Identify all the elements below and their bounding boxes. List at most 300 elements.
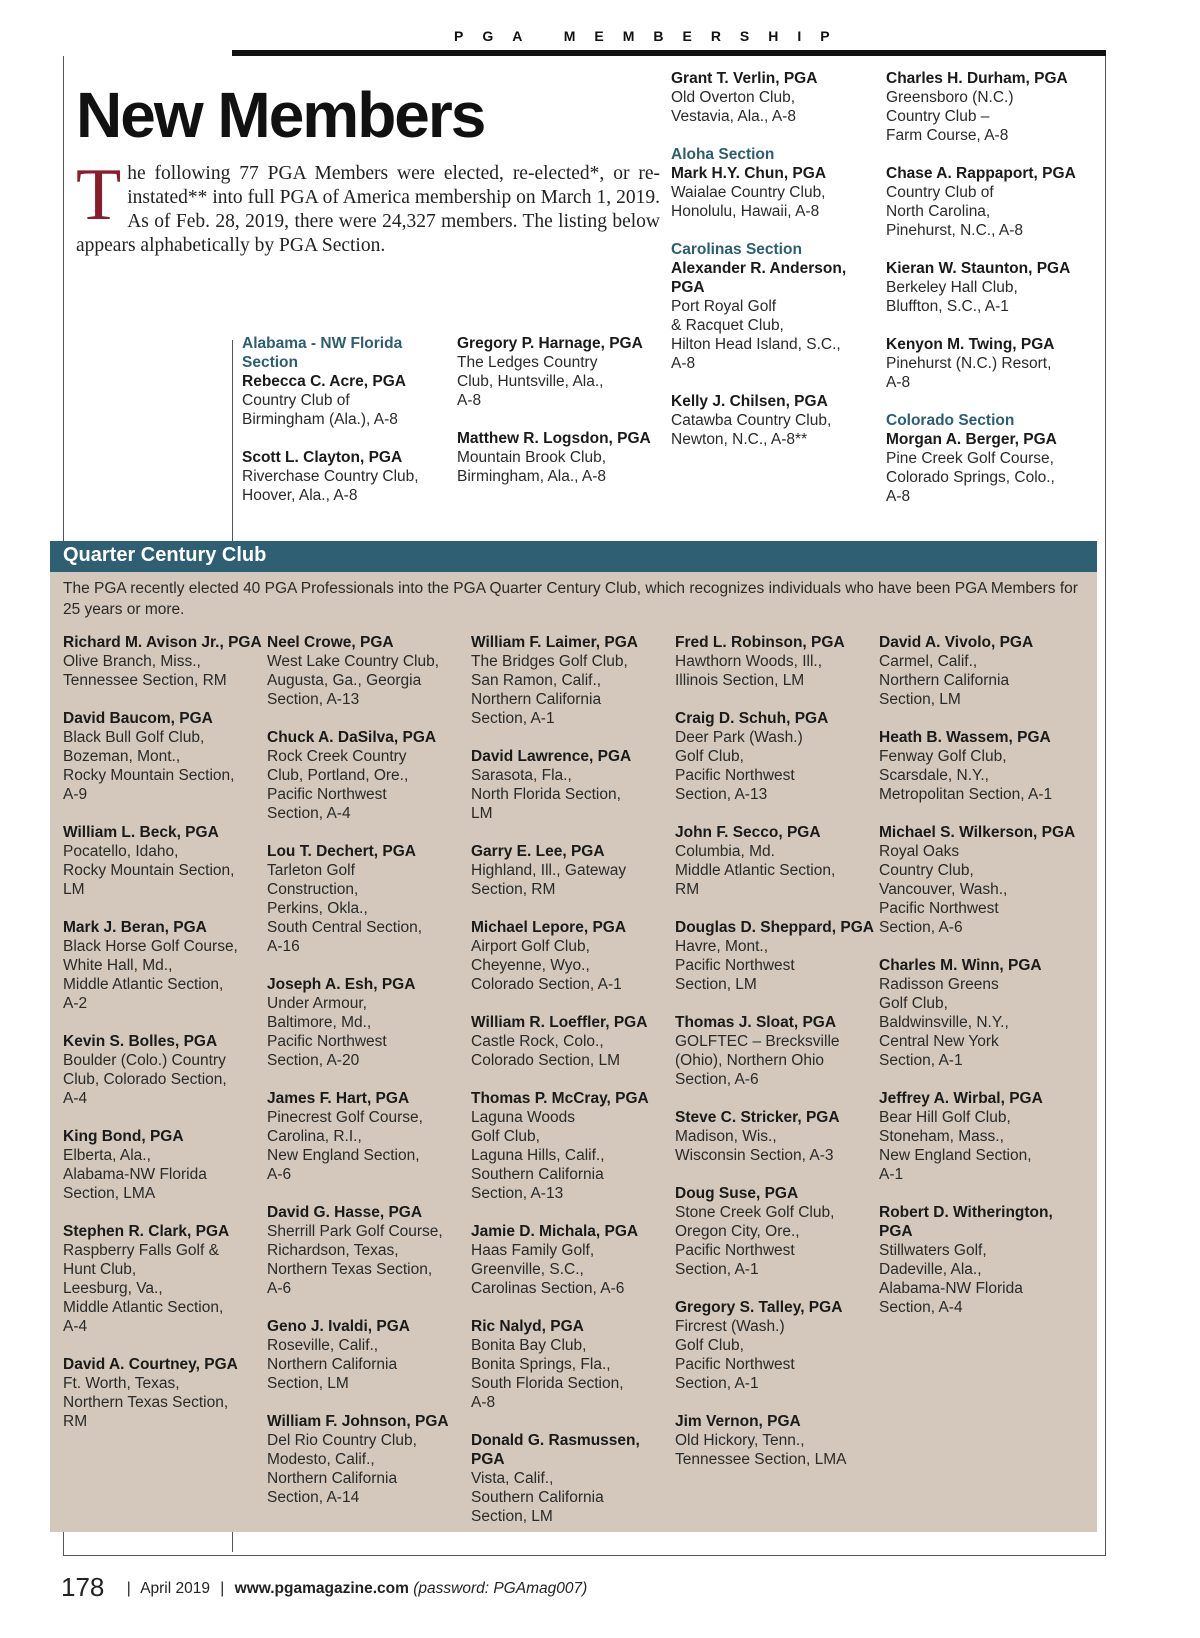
member-detail: Hawthorn Woods, Ill., [675, 653, 823, 670]
member-detail: Vancouver, Wash., [879, 881, 1008, 898]
member-detail: Section, A-13 [675, 786, 768, 803]
member-entry [242, 372, 452, 429]
qcc-title: Quarter Century Club [50, 541, 1097, 572]
member-detail: Southern California [471, 1489, 604, 1506]
member-detail: Pinehurst (N.C.) Resort, [886, 355, 1052, 372]
member-name: Jeffrey A. Wirbal, PGA [879, 1090, 1043, 1107]
section-heading: Alabama - NW Florida Section [242, 335, 403, 371]
member-detail: Golf Club, [675, 748, 744, 765]
member-name: Alexander R. Anderson, PGA [671, 260, 847, 296]
member-name: Grant T. Verlin, PGA [671, 70, 818, 87]
new-members-column-3 [671, 69, 883, 468]
member-entry [886, 164, 1098, 240]
qcc-column-3 [471, 633, 671, 1545]
member-detail: Country Club, [879, 862, 974, 879]
member-name: Charles M. Winn, PGA [879, 957, 1042, 974]
member-detail: Section, A-1 [675, 1375, 759, 1392]
member-detail: North Florida Section, [471, 786, 621, 803]
member-detail: Carmel, Calif., [879, 653, 978, 670]
member-entry [671, 164, 883, 221]
member-detail: Colorado Springs, Colo., [886, 469, 1055, 486]
member-detail: Colorado Section, A-1 [471, 976, 622, 993]
member-detail: Section, LMA [63, 1185, 156, 1202]
member-detail: Northern Texas Section, [63, 1394, 229, 1411]
member-entry [471, 1013, 671, 1070]
member-detail: Metropolitan Section, A-1 [879, 786, 1053, 803]
member-name: Donald G. Rasmussen, PGA [471, 1432, 640, 1468]
member-detail: Waialae Country Club, [671, 184, 826, 201]
member-name: David Baucom, PGA [63, 710, 213, 727]
member-detail: Section, LM [471, 1508, 553, 1525]
member-name: Stephen R. Clark, PGA [63, 1223, 230, 1240]
member-detail: A-8 [457, 392, 482, 409]
member-detail: LM [471, 805, 493, 822]
member-detail: Alabama-NW Florida [63, 1166, 207, 1183]
member-detail: Sarasota, Fla., [471, 767, 572, 784]
member-name: Garry E. Lee, PGA [471, 843, 605, 860]
member-detail: Del Rio Country Club, [267, 1432, 417, 1449]
member-name: Thomas P. McCray, PGA [471, 1090, 649, 1107]
member-detail: Cheyenne, Wyo., [471, 957, 590, 974]
member-detail: Columbia, Md. [675, 843, 775, 860]
page-footer [61, 1572, 587, 1603]
member-entry [675, 709, 875, 804]
member-detail: Airport Golf Club, [471, 938, 590, 955]
member-detail: Laguna Hills, Calif., [471, 1147, 605, 1164]
member-name: Lou T. Dechert, PGA [267, 843, 416, 860]
member-detail: Under Armour, [267, 995, 367, 1012]
member-name: James F. Hart, PGA [267, 1090, 410, 1107]
member-entry [471, 633, 671, 728]
member-detail: Southern California [471, 1166, 604, 1183]
issue-date: April 2019 [140, 1580, 210, 1597]
member-entry [675, 1013, 875, 1089]
member-entry [879, 1089, 1084, 1184]
member-detail: Pacific Northwest [675, 957, 795, 974]
member-detail: New England Section, [267, 1147, 420, 1164]
member-detail: Stillwaters Golf, [879, 1242, 987, 1259]
member-name: Matthew R. Logsdon, PGA [457, 430, 651, 447]
member-detail: Port Royal Golf [671, 298, 777, 315]
member-entry [886, 335, 1098, 392]
member-detail: Mountain Brook Club, [457, 449, 607, 466]
member-name: Fred L. Robinson, PGA [675, 634, 845, 651]
member-detail: Northern Texas Section, [267, 1261, 433, 1278]
member-name: Steve C. Stricker, PGA [675, 1109, 840, 1126]
member-entry [471, 1089, 671, 1203]
member-detail: Club, Portland, Ore., [267, 767, 409, 784]
member-name: Robert D. Witherington, PGA [879, 1204, 1053, 1240]
member-detail: South Central Section, [267, 919, 423, 936]
member-detail: New England Section, [879, 1147, 1032, 1164]
member-entry [879, 1203, 1084, 1317]
member-detail: Pocatello, Idaho, [63, 843, 179, 860]
member-detail: Newton, N.C., A-8** [671, 431, 808, 448]
member-detail: Country Club – [886, 108, 990, 125]
member-detail: RM [675, 881, 700, 898]
member-entry [675, 1412, 875, 1469]
member-detail: Ft. Worth, Texas, [63, 1375, 180, 1392]
member-detail: Middle Atlantic Section, [675, 862, 836, 879]
member-name: Neel Crowe, PGA [267, 634, 394, 651]
member-detail: Hoover, Ala., A-8 [242, 487, 358, 504]
member-detail: RM [63, 1413, 88, 1430]
member-name: Kieran W. Staunton, PGA [886, 260, 1071, 277]
member-detail: A-8 [886, 374, 911, 391]
member-detail: Scarsdale, N.Y., [879, 767, 989, 784]
member-name: Mark H.Y. Chun, PGA [671, 165, 827, 182]
member-detail: & Racquet Club, [671, 317, 784, 334]
member-detail: Country Club of [242, 392, 350, 409]
member-detail: Havre, Mont., [675, 938, 769, 955]
member-name: Heath B. Wassem, PGA [879, 729, 1051, 746]
member-detail: Golf Club, [879, 995, 948, 1012]
member-detail: North Carolina, [886, 203, 991, 220]
member-detail: Leesburg, Va., [63, 1280, 163, 1297]
member-detail: Oregon City, Ore., [675, 1223, 800, 1240]
member-detail: Honolulu, Hawaii, A-8 [671, 203, 820, 220]
member-detail: (Ohio), Northern Ohio [675, 1052, 825, 1069]
member-detail: Pacific Northwest [879, 900, 999, 917]
member-name: Michael Lepore, PGA [471, 919, 627, 936]
member-detail: Illinois Section, LM [675, 672, 805, 689]
member-detail: Fenway Golf Club, [879, 748, 1007, 765]
member-name: Joseph A. Esh, PGA [267, 976, 416, 993]
member-entry [63, 918, 263, 1013]
member-entry [886, 259, 1098, 316]
member-detail: Northern California [471, 691, 602, 708]
member-entry [675, 633, 875, 690]
member-detail: Pacific Northwest [675, 1356, 795, 1373]
member-name: Scott L. Clayton, PGA [242, 449, 403, 466]
member-detail: Highland, Ill., Gateway [471, 862, 627, 879]
member-detail: Royal Oaks [879, 843, 960, 860]
member-entry [886, 430, 1098, 506]
member-detail: Elberta, Ala., [63, 1147, 151, 1164]
member-detail: Club, Colorado Section, [63, 1071, 227, 1088]
member-entry [63, 1222, 263, 1336]
member-detail: Section, A-14 [267, 1489, 360, 1506]
qcc-column-1 [63, 633, 263, 1450]
member-detail: Section, A-6 [879, 919, 963, 936]
member-detail: Boulder (Colo.) Country [63, 1052, 226, 1069]
footer-separator: | [126, 1580, 131, 1597]
member-detail: Pine Creek Golf Course, [886, 450, 1054, 467]
member-name: Kenyon M. Twing, PGA [886, 336, 1055, 353]
member-detail: Northern California [879, 672, 1010, 689]
member-detail: Section, LM [879, 691, 961, 708]
member-name: Kelly J. Chilsen, PGA [671, 393, 828, 410]
qcc-column-5 [879, 633, 1084, 1336]
member-detail: Pacific Northwest [267, 1033, 387, 1050]
member-detail: Section, A-6 [675, 1071, 759, 1088]
member-entry [242, 448, 452, 505]
member-detail: Club, Huntsville, Ala., [457, 373, 604, 390]
member-detail: Richardson, Texas, [267, 1242, 399, 1259]
member-detail: Stone Creek Golf Club, [675, 1204, 835, 1221]
member-detail: Hunt Club, [63, 1261, 137, 1278]
qcc-column-2 [267, 633, 467, 1526]
member-detail: South Florida Section, [471, 1375, 624, 1392]
member-detail: A-4 [63, 1318, 88, 1335]
member-detail: The Ledges Country [457, 354, 598, 371]
member-detail: Middle Atlantic Section, [63, 976, 224, 993]
member-detail: A-8 [886, 488, 911, 505]
member-entry [879, 728, 1084, 804]
member-detail: Berkeley Hall Club, [886, 279, 1018, 296]
member-name: Michael S. Wilkerson, PGA [879, 824, 1076, 841]
member-detail: Roseville, Calif., [267, 1337, 379, 1354]
member-name: Thomas J. Sloat, PGA [675, 1014, 837, 1031]
intro-paragraph [76, 154, 660, 258]
member-detail: Vista, Calif., [471, 1470, 554, 1487]
site-link[interactable]: www.pgamagazine.com [234, 1580, 409, 1597]
member-name: David A. Vivolo, PGA [879, 634, 1034, 651]
member-detail: Middle Atlantic Section, [63, 1299, 224, 1316]
member-name: Mark J. Beran, PGA [63, 919, 207, 936]
member-detail: Tarleton Golf [267, 862, 355, 879]
member-detail: Baltimore, Md., [267, 1014, 372, 1031]
member-detail: A-4 [63, 1090, 88, 1107]
member-entry [675, 823, 875, 899]
member-entry [471, 842, 671, 899]
member-detail: Northern California [267, 1470, 398, 1487]
member-detail: A-6 [267, 1166, 292, 1183]
member-entry [671, 259, 883, 373]
member-entry [267, 728, 467, 823]
member-name: Rebecca C. Acre, PGA [242, 373, 406, 390]
member-entry [267, 1203, 467, 1298]
member-detail: Bluffton, S.C., A-1 [886, 298, 1009, 315]
member-entry [471, 1222, 671, 1298]
member-detail: Baldwinsville, N.Y., [879, 1014, 1009, 1031]
member-detail: Birmingham, Ala., A-8 [457, 468, 607, 485]
member-detail: Pinehurst, N.C., A-8 [886, 222, 1023, 239]
member-detail: Black Horse Golf Course, [63, 938, 238, 955]
member-detail: Construction, [267, 881, 359, 898]
intro-text: he following 77 PGA Members were elected, re-elected*, or re-instated** into full PGA of America membership on March 1, 2019. As of Feb. 28, 2019, there were 24,327 members. The listing below appears alphabetically by PGA Section. [76, 163, 660, 256]
section-heading: Colorado Section [886, 412, 1015, 429]
member-detail: Bozeman, Mont., [63, 748, 181, 765]
member-entry [63, 1127, 263, 1203]
member-detail: Catawba Country Club, [671, 412, 832, 429]
member-detail: Section, LM [267, 1375, 349, 1392]
member-entry [675, 1184, 875, 1279]
member-detail: A-8 [671, 355, 696, 372]
member-entry [675, 918, 875, 994]
member-name: Douglas D. Sheppard, PGA [675, 919, 874, 936]
new-members-column-4 [886, 69, 1098, 525]
drop-cap: T [76, 154, 122, 236]
member-detail: Radisson Greens [879, 976, 999, 993]
member-name: Jim Vernon, PGA [675, 1413, 801, 1430]
member-detail: Section, A-4 [267, 805, 351, 822]
section-kicker: PGA MEMBERSHIP [454, 28, 849, 44]
member-entry [63, 709, 263, 804]
member-name: Kevin S. Bolles, PGA [63, 1033, 218, 1050]
member-name: David Lawrence, PGA [471, 748, 632, 765]
member-detail: Pacific Northwest [267, 786, 387, 803]
quarter-century-club-panel [50, 541, 1097, 1532]
member-detail: Section, A-1 [879, 1052, 963, 1069]
member-detail: Bear Hill Golf Club, [879, 1109, 1011, 1126]
member-detail: A-6 [267, 1280, 292, 1297]
member-name: William F. Laimer, PGA [471, 634, 638, 651]
member-detail: LM [63, 881, 85, 898]
member-name: William R. Loeffler, PGA [471, 1014, 648, 1031]
member-detail: Deer Park (Wash.) [675, 729, 803, 746]
member-detail: The Bridges Golf Club, [471, 653, 628, 670]
member-detail: Section, A-1 [675, 1261, 759, 1278]
member-detail: Pacific Northwest [675, 1242, 795, 1259]
member-name: William L. Beck, PGA [63, 824, 219, 841]
member-detail: Augusta, Ga., Georgia [267, 672, 422, 689]
member-entry [471, 1317, 671, 1412]
member-detail: Section, RM [471, 881, 556, 898]
member-detail: Bonita Springs, Fla., [471, 1356, 611, 1373]
member-detail: Dadeville, Ala., [879, 1261, 982, 1278]
member-detail: Alabama-NW Florida [879, 1280, 1023, 1297]
member-entry [675, 1298, 875, 1393]
member-detail: Pinecrest Golf Course, [267, 1109, 423, 1126]
member-entry [471, 1431, 671, 1526]
member-detail: Section, LM [675, 976, 757, 993]
member-name: Chuck A. DaSilva, PGA [267, 729, 437, 746]
member-name: King Bond, PGA [63, 1128, 184, 1145]
section-heading: Carolinas Section [671, 241, 802, 258]
member-entry [886, 69, 1098, 145]
member-entry [63, 633, 263, 690]
member-name: Gregory P. Harnage, PGA [457, 335, 643, 352]
member-detail: Northern California [267, 1356, 398, 1373]
member-name: Doug Suse, PGA [675, 1185, 799, 1202]
member-detail: Rocky Mountain Section, [63, 862, 235, 879]
member-entry [63, 1032, 263, 1108]
member-entry [471, 918, 671, 994]
member-detail: Section, A-4 [879, 1299, 963, 1316]
member-detail: A-2 [63, 995, 88, 1012]
password-note: (password: PGAmag007) [413, 1580, 588, 1597]
member-detail: Laguna Woods [471, 1109, 575, 1126]
member-detail: Perkins, Okla., [267, 900, 368, 917]
member-detail: Pacific Northwest [675, 767, 795, 784]
member-name: Chase A. Rappaport, PGA [886, 165, 1076, 182]
member-detail: Golf Club, [471, 1128, 540, 1145]
member-entry [267, 633, 467, 709]
member-detail: Hilton Head Island, S.C., [671, 336, 841, 353]
member-detail: Fircrest (Wash.) [675, 1318, 785, 1335]
footer-separator: | [220, 1580, 225, 1597]
member-detail: Central New York [879, 1033, 999, 1050]
member-detail: Country Club of [886, 184, 994, 201]
member-detail: West Lake Country Club, [267, 653, 440, 670]
member-detail: Colorado Section, LM [471, 1052, 621, 1069]
member-detail: Black Bull Golf Club, [63, 729, 205, 746]
section-heading: Aloha Section [671, 146, 775, 163]
member-name: Geno J. Ivaldi, PGA [267, 1318, 410, 1335]
member-name: Richard M. Avison Jr., PGA [63, 634, 262, 651]
member-entry [63, 1355, 263, 1431]
member-detail: Wisconsin Section, A-3 [675, 1147, 834, 1164]
member-detail: Sherrill Park Golf Course, [267, 1223, 443, 1240]
member-detail: Section, A-1 [471, 710, 555, 727]
member-detail: Castle Rock, Colo., [471, 1033, 604, 1050]
member-entry [471, 747, 671, 823]
member-entry [267, 1412, 467, 1507]
qcc-column-4 [675, 633, 875, 1488]
member-detail: Section, A-13 [471, 1185, 564, 1202]
member-name: David G. Hasse, PGA [267, 1204, 423, 1221]
new-members-column-2 [457, 334, 667, 505]
member-entry [879, 956, 1084, 1070]
member-detail: White Hall, Md., [63, 957, 173, 974]
member-detail: Stoneham, Mass., [879, 1128, 1004, 1145]
member-detail: A-16 [267, 938, 300, 955]
member-detail: Bonita Bay Club, [471, 1337, 587, 1354]
member-detail: Golf Club, [675, 1337, 744, 1354]
member-name: Jamie D. Michala, PGA [471, 1223, 639, 1240]
member-detail: Old Hickory, Tenn., [675, 1432, 805, 1449]
member-detail: Greenville, S.C., [471, 1261, 584, 1278]
member-entry [879, 823, 1084, 937]
member-entry [879, 633, 1084, 709]
member-entry [63, 823, 263, 899]
member-detail: Old Overton Club, [671, 89, 796, 106]
member-detail: A-9 [63, 786, 88, 803]
member-detail: Farm Course, A-8 [886, 127, 1009, 144]
member-entry [267, 1089, 467, 1184]
member-detail: Greensboro (N.C.) [886, 89, 1014, 106]
member-detail: Modesto, Calif., [267, 1451, 375, 1468]
member-detail: Haas Family Golf, [471, 1242, 595, 1259]
member-name: Craig D. Schuh, PGA [675, 710, 829, 727]
member-name: Gregory S. Talley, PGA [675, 1299, 843, 1316]
member-entry [457, 429, 667, 486]
member-detail: Tennessee Section, LMA [675, 1451, 847, 1468]
member-name: Morgan A. Berger, PGA [886, 431, 1057, 448]
member-entry [267, 1317, 467, 1393]
member-name: Ric Nalyd, PGA [471, 1318, 584, 1335]
member-entry [267, 975, 467, 1070]
member-detail: Carolina, R.I., [267, 1128, 362, 1145]
member-detail: A-8 [471, 1394, 496, 1411]
qcc-intro: The PGA recently elected 40 PGA Professionals into the PGA Quarter Century Club, which recognizes individuals who have been PGA Members for 25 years or more. [63, 580, 1078, 618]
member-entry [457, 334, 667, 410]
page-number: 178 [61, 1572, 105, 1602]
member-detail: Riverchase Country Club, [242, 468, 419, 485]
member-detail: Section, A-20 [267, 1052, 360, 1069]
member-detail: Olive Branch, Miss., [63, 653, 201, 670]
member-name: William F. Johnson, PGA [267, 1413, 449, 1430]
member-detail: Section, A-13 [267, 691, 360, 708]
member-detail: San Ramon, Calif., [471, 672, 602, 689]
new-members-column-1 [242, 334, 452, 524]
member-entry [675, 1108, 875, 1165]
member-entry [671, 392, 883, 449]
member-detail: Madison, Wis., [675, 1128, 777, 1145]
member-entry [671, 69, 883, 126]
page-title: New Members [76, 79, 485, 151]
member-name: Charles H. Durham, PGA [886, 70, 1068, 87]
member-detail: Rocky Mountain Section, [63, 767, 235, 784]
member-detail: Rock Creek Country [267, 748, 407, 765]
member-name: David A. Courtney, PGA [63, 1356, 238, 1373]
member-detail: GOLFTEC – Brecksville [675, 1033, 840, 1050]
member-detail: Birmingham (Ala.), A-8 [242, 411, 398, 428]
member-detail: Tennessee Section, RM [63, 672, 227, 689]
member-detail: Raspberry Falls Golf & [63, 1242, 219, 1259]
member-entry [267, 842, 467, 956]
